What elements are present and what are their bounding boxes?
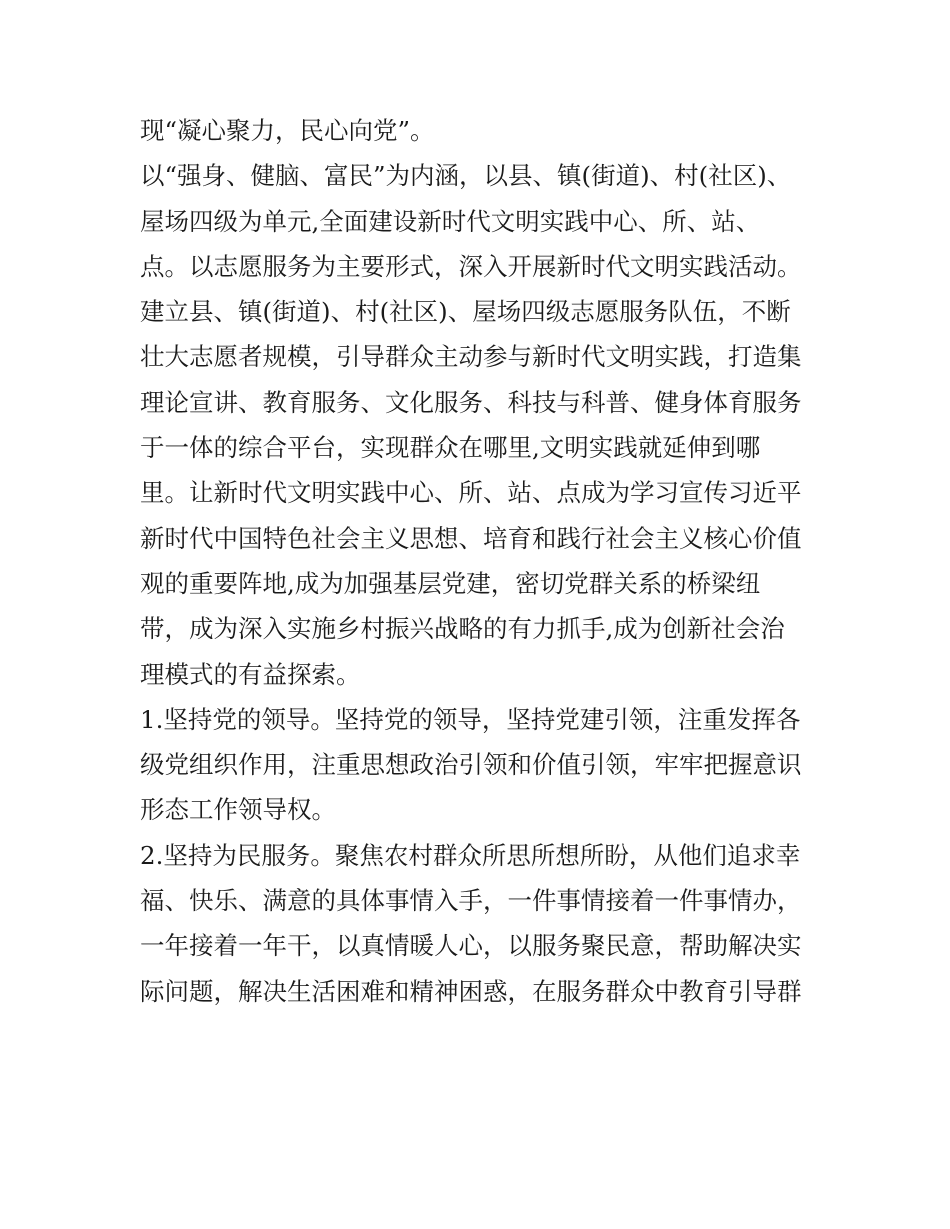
text-line: 理论宣讲、教育服务、文化服务、科技与科普、健身体育服务 xyxy=(140,387,802,417)
text-line: 建立县、镇(街道)、村(社区)、屋场四级志愿服务队伍，不断 xyxy=(140,297,791,327)
text-line: 以“强身、健脑、富民”为内涵，以县、镇(街道)、村(社区)、 xyxy=(140,161,792,191)
text-line: 福、快乐、满意的具体事情入手，一件事情接着一件事情办， xyxy=(140,886,802,916)
text-line: 新时代中国特色社会主义思想、培育和践行社会主义核心价值 xyxy=(140,523,802,553)
text-line: 带，成为深入实施乡村振兴战略的有力抓手,成为创新社会治 xyxy=(140,614,785,644)
text-line: 于一体的综合平台，实现群众在哪里,文明实践就延伸到哪 xyxy=(140,433,761,463)
text-line: 理模式的有益探索。 xyxy=(140,659,361,689)
document-body xyxy=(140,108,820,1014)
text-line: 际问题，解决生活困难和精神困惑，在服务群众中教育引导群 xyxy=(140,976,802,1006)
text-line: 一年接着一年干，以真情暖人心，以服务聚民意，帮助解决实 xyxy=(140,931,802,961)
text-line: 点。以志愿服务为主要形式，深入开展新时代文明实践活动。 xyxy=(140,251,802,281)
paragraph-2 xyxy=(140,153,820,697)
text-line: 屋场四级为单元,全面建设新时代文明实践中心、所、站、 xyxy=(140,206,761,236)
text-line: 观的重要阵地,成为加强基层党建，密切党群关系的桥梁纽 xyxy=(140,568,761,598)
paragraph-1 xyxy=(140,108,820,153)
text-line: 形态工作领导权。 xyxy=(140,795,336,825)
text-line: 1.坚持党的领导。坚持党的领导，坚持党建引领，注重发挥各 xyxy=(140,704,801,734)
text-line: 现“凝心聚力，民心向党”。 xyxy=(140,116,435,145)
text-line: 级党组织作用，注重思想政治引领和价值引领，牢牢把握意识 xyxy=(140,750,802,780)
text-line: 壮大志愿者规模，引导群众主动参与新时代文明实践，打造集 xyxy=(140,342,802,372)
text-line: 2.坚持为民服务。聚焦农村群众所思所想所盼，从他们追求幸 xyxy=(140,840,801,870)
paragraph-4 xyxy=(140,833,820,1014)
paragraph-3 xyxy=(140,697,820,833)
text-line: 里。让新时代文明实践中心、所、站、点成为学习宣传习近平 xyxy=(140,478,802,508)
